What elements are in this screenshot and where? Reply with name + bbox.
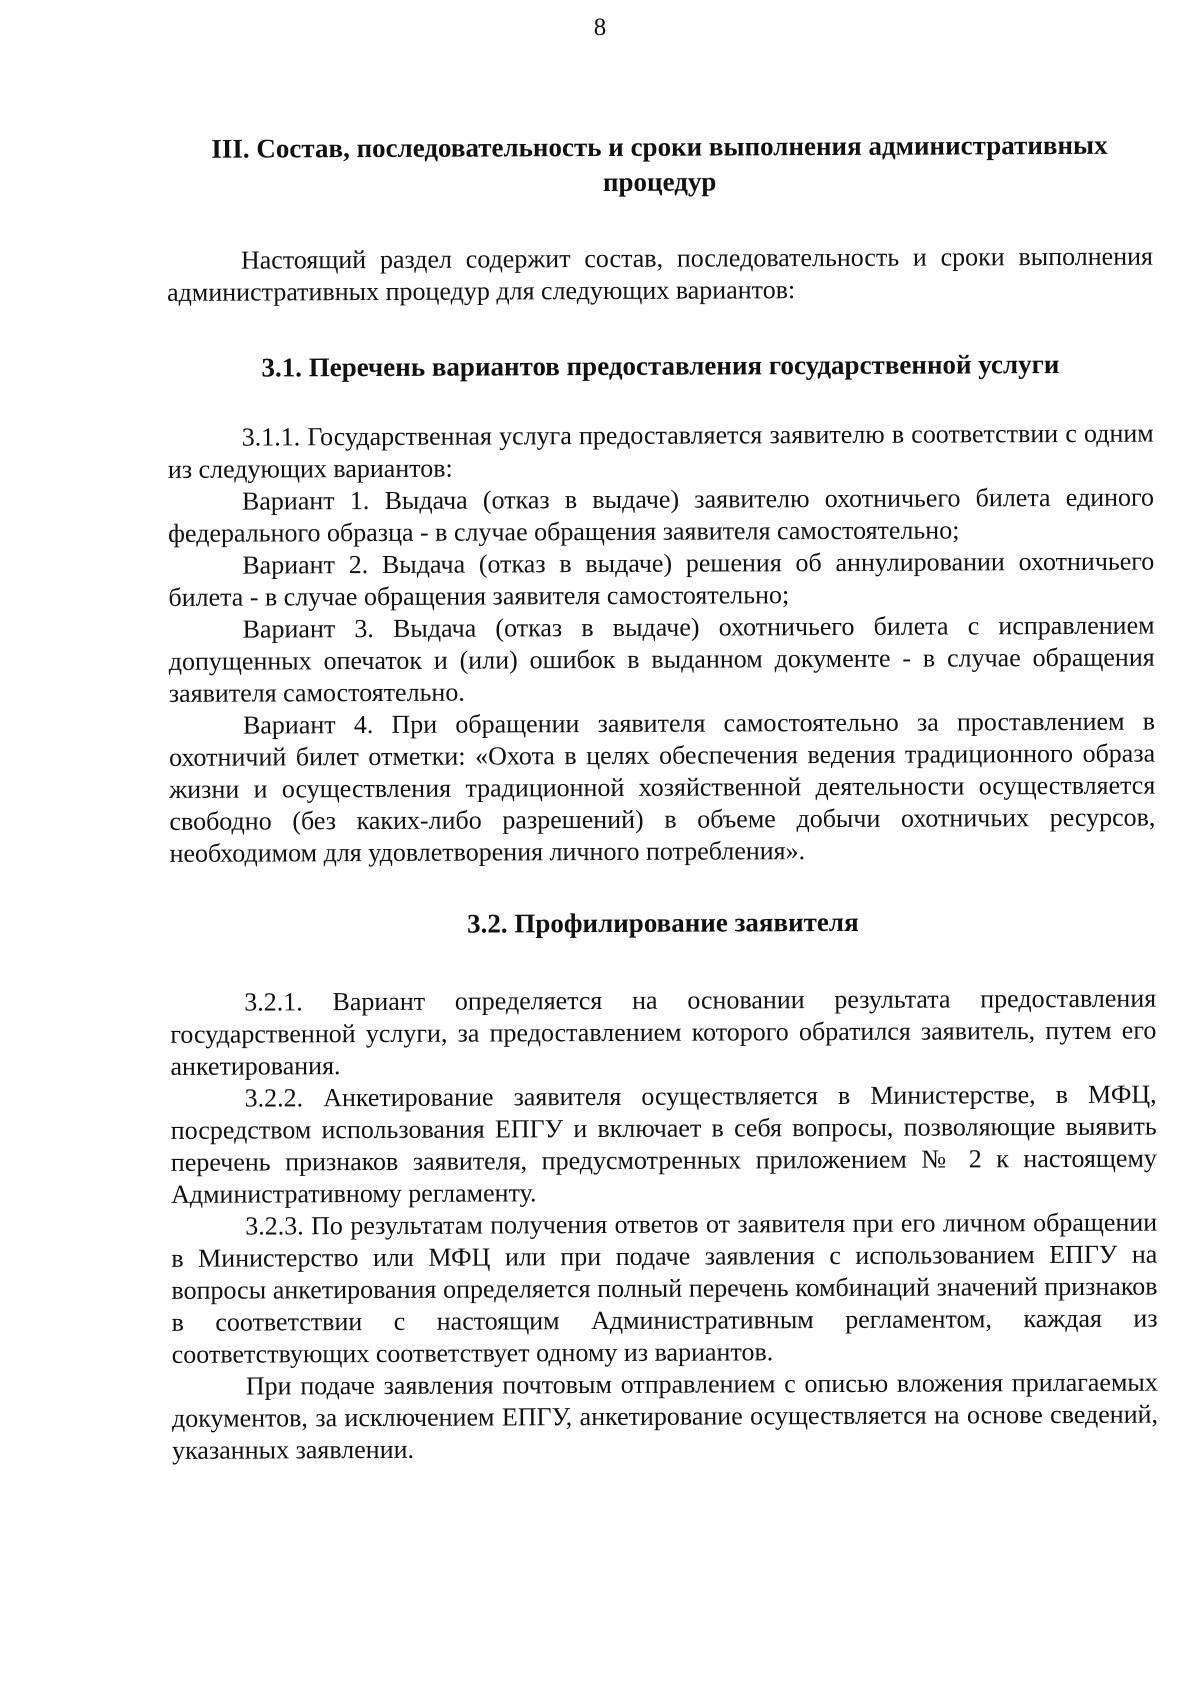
variant-4-paragraph: Вариант 4. При обращении заявителя самостоятельно за проставлением в охотничий билет отметки: «Охота в целях обеспечения ведения традиционного образа жизни и осуществления традиционной хозяйственной деятельности осуществляется свободно (без каких-либо разрешений) в объеме добычи охотничьих ресурсов, необходимом для удовлетворения личного потребления». xyxy=(169,706,1156,868)
paragraph-3-1-1: 3.1.1. Государственная услуга предоставляется заявителю в соответствии с одним из следующих вариантов: xyxy=(167,418,1154,484)
variant-1-paragraph: Вариант 1. Выдача (отказ в выдаче) заявителю охотничьего билета единого федерального образца - в случае обращения заявителя самостоятельно; xyxy=(168,482,1155,548)
paragraph-3-2-2: 3.2.2. Анкетирование заявителя осуществляется в Министерстве, в МФЦ, посредством использования ЕПГУ и включает в себя вопросы, позволяющие выявить перечень признаков заявителя, предусмотренных приложением № 2 к настоящему Административному регламенту. xyxy=(170,1079,1157,1209)
section-3-2-heading: 3.2. Профилирование заявителя xyxy=(466,906,859,939)
paragraph-3-2-3: 3.2.3. По результатам получения ответов от заявителя при его личном обращении в Министерство или МФЦ или при подаче заявления с использованием ЕПГУ на вопросы анкетирования определяется полный перечень комбинаций значений признаков в соответствии с настоящим Административным регламентом, каждая из соответствующих соответствует одному из вариантов. xyxy=(171,1207,1158,1369)
section-3-1-heading: 3.1. Перечень вариантов предоставления государственной услуги xyxy=(261,348,1060,383)
document-body xyxy=(166,128,1158,1467)
variant-3-paragraph: Вариант 3. Выдача (отказ в выдаче) охотничьего билета с исправлением допущенных опечаток и (или) ошибок в выданном документе - в случае обращения заявителя самостоятельно. xyxy=(168,610,1155,708)
section-3-heading: III. Состав, последовательность и сроки выполнения административных процедур xyxy=(211,129,1108,197)
intro-paragraph: Настоящий раздел содержит состав, последовательность и сроки выполнения административных процедур для следующих вариантов: xyxy=(167,241,1154,307)
variant-2-paragraph: Вариант 2. Выдача (отказ в выдаче) решения об аннулировании охотничьего билета - в случае обращения заявителя самостоятельно; xyxy=(168,546,1155,612)
page-number: 8 xyxy=(593,13,607,42)
postal-submission-paragraph: При подаче заявления почтовым отправлением с описью вложения прилагаемых документов, за исключением ЕПГУ, анкетирование осуществляется на основе сведений, указанных заявлении. xyxy=(171,1367,1159,1465)
paragraph-3-2-1: 3.2.1. Вариант определяется на основании результата предоставления государственной услуги, за предоставлением которого обратился заявитель, путем его анкетирования. xyxy=(170,983,1157,1081)
